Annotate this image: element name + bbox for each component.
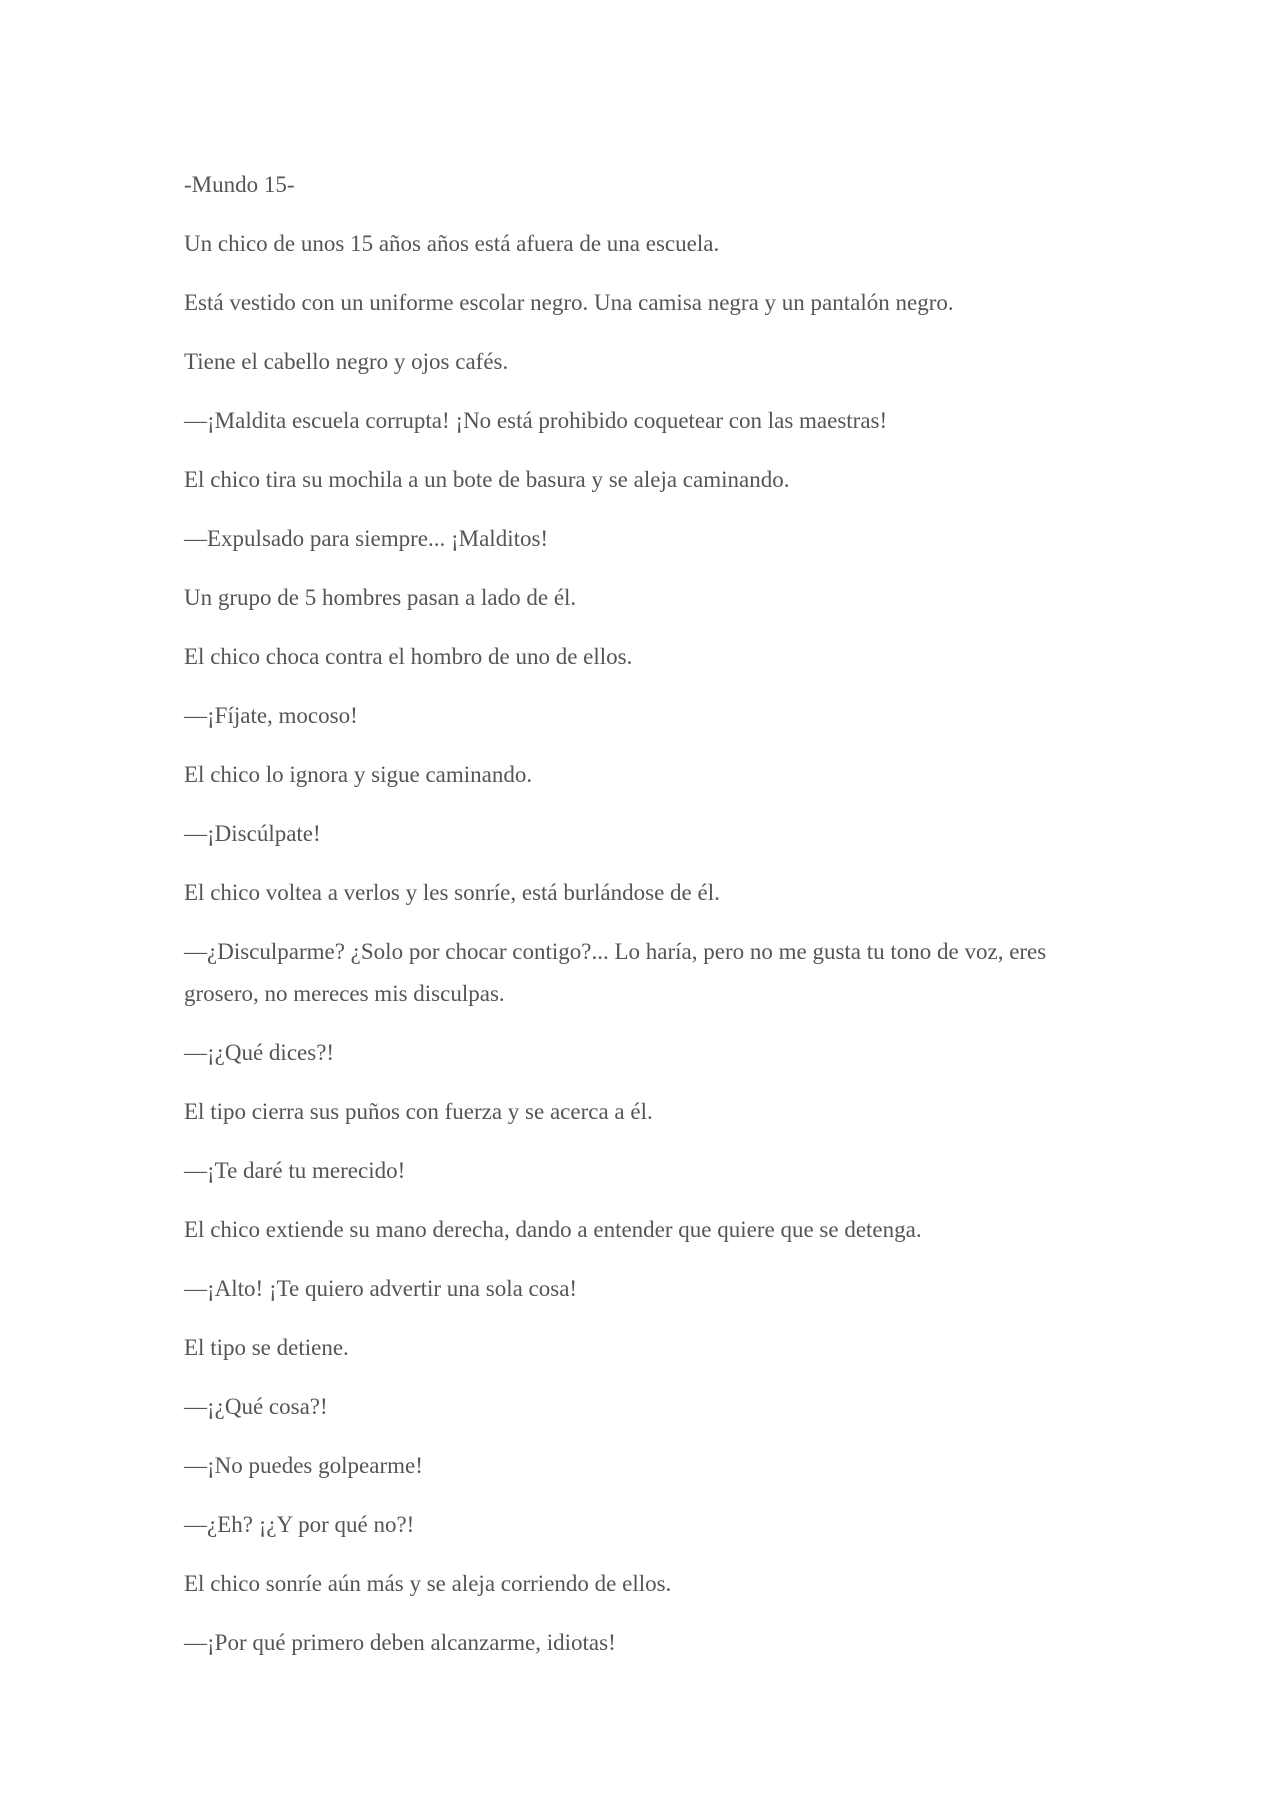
dialogue-line: —¡Alto! ¡Te quiero advertir una sola cosa! xyxy=(184,1276,578,1301)
paragraph: Un grupo de 5 hombres pasan a lado de él. xyxy=(184,585,577,610)
paragraph: Un chico de unos 15 años años está afuera de una escuela. xyxy=(184,231,720,256)
paragraph: El chico lo ignora y sigue caminando. xyxy=(184,762,533,787)
paragraph: El chico tira su mochila a un bote de basura y se aleja caminando. xyxy=(184,467,790,492)
paragraph: El chico voltea a verlos y les sonríe, está burlándose de él. xyxy=(184,880,720,905)
dialogue-line: —¡¿Qué cosa?! xyxy=(184,1394,328,1419)
dialogue-line: —Expulsado para siempre... ¡Malditos! xyxy=(184,526,549,551)
paragraph: El chico sonríe aún más y se aleja corriendo de ellos. xyxy=(184,1571,672,1596)
dialogue-line: —¡Fíjate, mocoso! xyxy=(184,703,358,728)
paragraph: Está vestido con un uniforme escolar negro. Una camisa negra y un pantalón negro. xyxy=(184,290,954,315)
paragraph: El tipo se detiene. xyxy=(184,1335,349,1360)
dialogue-line: —¿Eh? ¡¿Y por qué no?! xyxy=(184,1512,415,1537)
chapter-heading: -Mundo 15- xyxy=(184,172,295,197)
dialogue-line: —¡Por qué primero deben alcanzarme, idiotas! xyxy=(184,1630,616,1655)
paragraph: El chico extiende su mano derecha, dando a entender que quiere que se detenga. xyxy=(184,1217,922,1242)
paragraph: El chico choca contra el hombro de uno de ellos. xyxy=(184,644,633,669)
dialogue-line: —¿Disculparme? ¿Solo por chocar contigo?... Lo haría, pero no me gusta tu tono de voz, eres grosero, no mereces mis disculpas. xyxy=(184,939,1047,1006)
dialogue-line: —¡Discúlpate! xyxy=(184,821,321,846)
dialogue-line: —¡¿Qué dices?! xyxy=(184,1040,335,1065)
paragraph: Tiene el cabello negro y ojos cafés. xyxy=(184,349,509,374)
dialogue-line: —¡Maldita escuela corrupta! ¡No está prohibido coquetear con las maestras! xyxy=(184,408,888,433)
dialogue-line: —¡Te daré tu merecido! xyxy=(184,1158,406,1183)
document-page xyxy=(184,164,1084,1681)
paragraph: El tipo cierra sus puños con fuerza y se acerca a él. xyxy=(184,1099,653,1124)
dialogue-line: —¡No puedes golpearme! xyxy=(184,1453,423,1478)
